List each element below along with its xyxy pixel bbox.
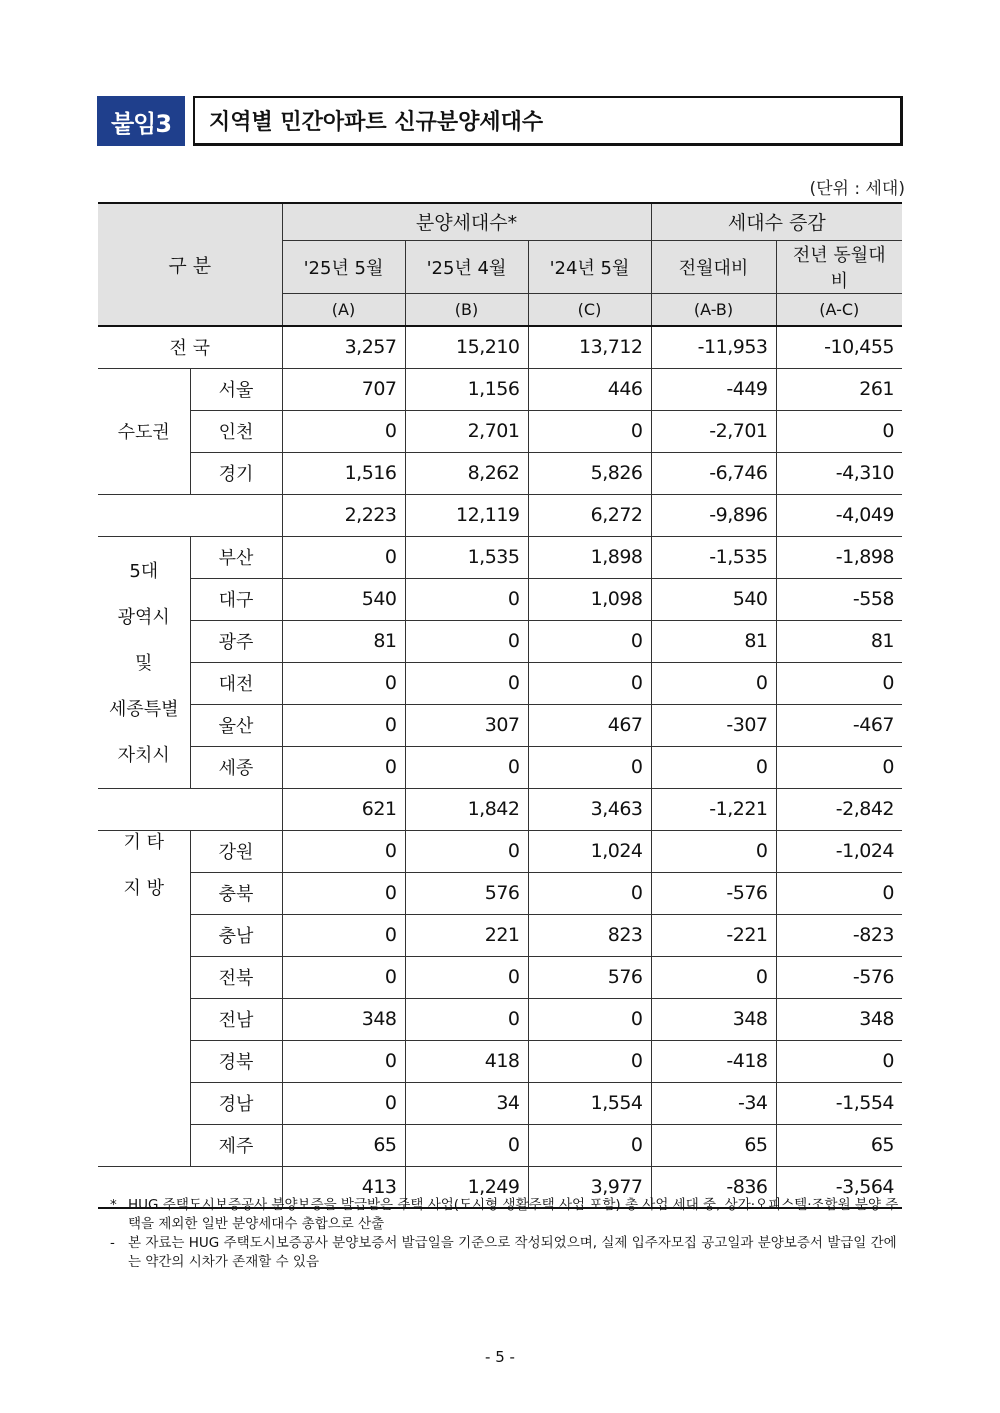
- cell: 0: [776, 746, 902, 788]
- header-col-ab: 전월대비: [651, 240, 776, 293]
- cell: 0: [282, 872, 405, 914]
- cell: 0: [528, 998, 651, 1040]
- cell: 540: [651, 578, 776, 620]
- cell: 221: [405, 914, 528, 956]
- table-row: [98, 830, 902, 872]
- cell: 0: [651, 830, 776, 872]
- cell: 0: [282, 956, 405, 998]
- table-row-subtotal: [98, 788, 902, 830]
- region-others: [98, 830, 190, 1166]
- sub-region: 세종: [190, 746, 282, 788]
- cell: 1,098: [528, 578, 651, 620]
- cell: 65: [776, 1124, 902, 1166]
- table-row: [98, 662, 902, 704]
- footnote-marker: *: [110, 1197, 117, 1213]
- cell: 15,210: [405, 326, 528, 368]
- cell: -1,535: [651, 536, 776, 578]
- table-row: [98, 956, 902, 998]
- table-row: [98, 410, 902, 452]
- cell: 81: [776, 620, 902, 662]
- footnote: [110, 1234, 900, 1272]
- table-row-national: [98, 326, 902, 368]
- header-code-a: (A): [282, 293, 405, 326]
- cell: 0: [405, 998, 528, 1040]
- table-row: [98, 1082, 902, 1124]
- cell: 3,463: [528, 788, 651, 830]
- table-row: [98, 704, 902, 746]
- sub-region: 경남: [190, 1082, 282, 1124]
- supply-table: [98, 202, 902, 1209]
- cell: 0: [282, 410, 405, 452]
- cell: 348: [282, 998, 405, 1040]
- title-row: [97, 96, 903, 146]
- cell: 0: [282, 536, 405, 578]
- region-metro: [98, 536, 190, 788]
- cell: -4,310: [776, 452, 902, 494]
- footnote-marker: -: [110, 1235, 115, 1251]
- cell: 65: [651, 1124, 776, 1166]
- sub-region: 울산: [190, 704, 282, 746]
- cell: 0: [282, 830, 405, 872]
- header-code-b: (B): [405, 293, 528, 326]
- cell: 0: [651, 662, 776, 704]
- cell: 348: [776, 998, 902, 1040]
- cell: 621: [282, 788, 405, 830]
- cell: 1,156: [405, 368, 528, 410]
- cell: 0: [282, 1040, 405, 1082]
- table-row: [98, 872, 902, 914]
- cell: 0: [528, 1124, 651, 1166]
- cell: 0: [528, 872, 651, 914]
- cell: 1,249: [405, 1166, 528, 1208]
- cell: -10,455: [776, 326, 902, 368]
- cell: 0: [528, 746, 651, 788]
- national-label: 전 국: [98, 326, 282, 368]
- cell: 0: [651, 956, 776, 998]
- sub-region: 서울: [190, 368, 282, 410]
- header-group-change: 세대수 증감: [651, 203, 902, 240]
- cell: 65: [282, 1124, 405, 1166]
- table-row: [98, 1040, 902, 1082]
- cell: 81: [651, 620, 776, 662]
- cell: 576: [405, 872, 528, 914]
- cell: 1,842: [405, 788, 528, 830]
- cell: 3,257: [282, 326, 405, 368]
- table-row: [98, 368, 902, 410]
- sub-region: 대구: [190, 578, 282, 620]
- table-row: [98, 1124, 902, 1166]
- footnote-text: 본 자료는 HUG 주택도시보증공사 분양보증서 발급일을 기준으로 작성되었으며, 실제 입주자모집 공고일과 분양보증서 발급일 간에는 약간의 시차가 존재할 수 있음: [128, 1235, 897, 1270]
- sub-region: 대전: [190, 662, 282, 704]
- cell: 0: [405, 956, 528, 998]
- cell: 413: [282, 1166, 405, 1208]
- cell: -4,049: [776, 494, 902, 536]
- sub-region: 인천: [190, 410, 282, 452]
- cell: -1,024: [776, 830, 902, 872]
- cell: 1,024: [528, 830, 651, 872]
- cell: 13,712: [528, 326, 651, 368]
- cell: 0: [282, 662, 405, 704]
- cell: 0: [405, 746, 528, 788]
- cell: -823: [776, 914, 902, 956]
- cell: 12,119: [405, 494, 528, 536]
- page-number: - 5 -: [485, 1348, 515, 1366]
- cell: 307: [405, 704, 528, 746]
- cell: -307: [651, 704, 776, 746]
- header-code-c: (C): [528, 293, 651, 326]
- cell: -3,564: [776, 1166, 902, 1208]
- cell: -2,701: [651, 410, 776, 452]
- cell: 0: [405, 578, 528, 620]
- cell: 0: [405, 620, 528, 662]
- subtotal-label-empty: [98, 788, 282, 830]
- cell: 6,272: [528, 494, 651, 536]
- footnote: [110, 1196, 900, 1234]
- cell: 2,701: [405, 410, 528, 452]
- sub-region: 전남: [190, 998, 282, 1040]
- cell: -11,953: [651, 326, 776, 368]
- cell: -9,896: [651, 494, 776, 536]
- region-metro-line: 광역시: [117, 607, 170, 628]
- cell: 0: [776, 1040, 902, 1082]
- cell: 8,262: [405, 452, 528, 494]
- region-others-line: 기 타: [123, 832, 164, 853]
- cell: -6,746: [651, 452, 776, 494]
- cell: 0: [282, 1082, 405, 1124]
- table-row: [98, 998, 902, 1040]
- sub-region: 강원: [190, 830, 282, 872]
- cell: -836: [651, 1166, 776, 1208]
- subtotal-label-empty: [98, 494, 282, 536]
- cell: -418: [651, 1040, 776, 1082]
- cell: -1,554: [776, 1082, 902, 1124]
- cell: 540: [282, 578, 405, 620]
- region-metro-line: 및: [135, 653, 153, 674]
- cell: 0: [528, 620, 651, 662]
- cell: 0: [282, 746, 405, 788]
- cell: 2,223: [282, 494, 405, 536]
- cell: 1,516: [282, 452, 405, 494]
- unit-label: (단위 : 세대): [809, 179, 905, 199]
- region-metro-line: 자치시: [117, 745, 170, 766]
- sub-region: 경북: [190, 1040, 282, 1082]
- cell: 418: [405, 1040, 528, 1082]
- cell: 446: [528, 368, 651, 410]
- cell: -467: [776, 704, 902, 746]
- cell: 0: [528, 410, 651, 452]
- cell: 348: [651, 998, 776, 1040]
- table-row: [98, 452, 902, 494]
- cell: 0: [282, 704, 405, 746]
- cell: 0: [651, 746, 776, 788]
- page-title-text: 지역별 민간아파트 신규분양세대수: [209, 110, 544, 135]
- sub-region: 충북: [190, 872, 282, 914]
- page-title: [193, 96, 903, 146]
- cell: -2,842: [776, 788, 902, 830]
- sub-region: 전북: [190, 956, 282, 998]
- cell: -576: [651, 872, 776, 914]
- cell: -558: [776, 578, 902, 620]
- attachment-badge: 붙임3: [97, 96, 185, 146]
- region-capital: 수도권: [98, 368, 190, 494]
- cell: 0: [528, 662, 651, 704]
- header-code-ab: (A-B): [651, 293, 776, 326]
- footnotes: [110, 1196, 900, 1272]
- cell: 0: [776, 662, 902, 704]
- header-code-ac: (A-C): [776, 293, 902, 326]
- header-col-ac: 전년 동월대비: [776, 240, 902, 293]
- region-others-line: 지 방: [123, 878, 164, 899]
- region-metro-line: 5대: [129, 561, 159, 582]
- table-row: [98, 914, 902, 956]
- table-row-subtotal: [98, 494, 902, 536]
- header-group-supply: 분양세대수*: [282, 203, 651, 240]
- cell: 1,898: [528, 536, 651, 578]
- cell: 3,977: [528, 1166, 651, 1208]
- cell: 5,826: [528, 452, 651, 494]
- cell: 467: [528, 704, 651, 746]
- cell: 0: [528, 1040, 651, 1082]
- cell: 707: [282, 368, 405, 410]
- cell: -449: [651, 368, 776, 410]
- table-row: [98, 536, 902, 578]
- region-metro-line: 세종특별: [108, 699, 179, 720]
- cell: 1,535: [405, 536, 528, 578]
- cell: 0: [776, 872, 902, 914]
- cell: 0: [405, 1124, 528, 1166]
- sub-region: 충남: [190, 914, 282, 956]
- cell: -1,221: [651, 788, 776, 830]
- header-category-text: 구 분: [168, 255, 212, 277]
- cell: 0: [405, 662, 528, 704]
- sub-region: 제주: [190, 1124, 282, 1166]
- table-row: [98, 746, 902, 788]
- table-row: [98, 620, 902, 662]
- header-category: [98, 203, 282, 326]
- cell: -576: [776, 956, 902, 998]
- header-col-c: '24년 5월: [528, 240, 651, 293]
- footnote-text: HUG 주택도시보증공사 분양보증을 발급받은 주택 사업(도시형 생활주택 사업 포함) 총 사업 세대 중, 상가·오피스텔·조합원 분양 주택을 제외한 일반 분양세대수 총합으로 산출: [128, 1197, 899, 1232]
- cell: 81: [282, 620, 405, 662]
- cell: -1,898: [776, 536, 902, 578]
- sub-region: 경기: [190, 452, 282, 494]
- cell: 0: [405, 830, 528, 872]
- cell: 0: [776, 410, 902, 452]
- cell: 823: [528, 914, 651, 956]
- cell: 1,554: [528, 1082, 651, 1124]
- header-col-a: '25년 5월: [282, 240, 405, 293]
- cell: 261: [776, 368, 902, 410]
- table-row: [98, 578, 902, 620]
- cell: 34: [405, 1082, 528, 1124]
- cell: 576: [528, 956, 651, 998]
- cell: 0: [282, 914, 405, 956]
- cell: -221: [651, 914, 776, 956]
- sub-region: 광주: [190, 620, 282, 662]
- sub-region: 부산: [190, 536, 282, 578]
- cell: -34: [651, 1082, 776, 1124]
- header-col-b: '25년 4월: [405, 240, 528, 293]
